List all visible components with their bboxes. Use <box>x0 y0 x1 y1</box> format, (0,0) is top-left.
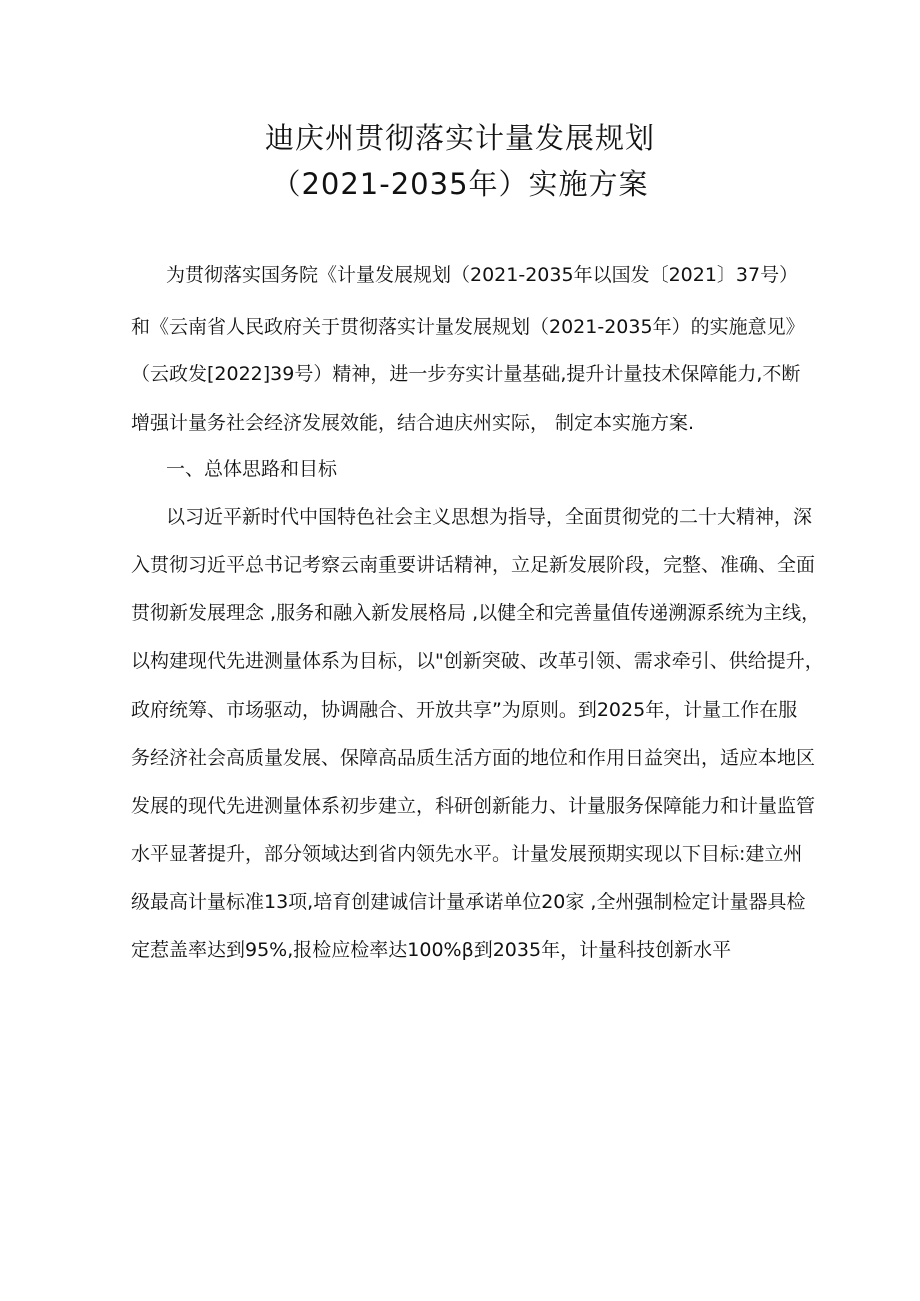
paragraph-2-line-10: 定惹盖率达到95%,报检应检率达100%β到2035年，计量科技创新水平 <box>131 939 732 961</box>
paragraph-2-line-4: 以构建现代先进测量体系为目标，以"创新突破、改革引领、需求牵引、供给提升， <box>131 650 824 672</box>
paragraph-1-line-4: 增强计量务社会经济发展效能，结合迪庆州实际， 制定本实施方案. <box>131 412 695 434</box>
paragraph-2-line-3: 贯彻新发展理念 ,服务和融入新发展格局 ,以健全和完善量值传递溯源系统为主线， <box>131 602 821 624</box>
paragraph-2-line-8: 水平显著提升，部分领域达到省内领先水平。计量发展预期实现以下目标:建立州 <box>131 843 803 865</box>
paragraph-2-line-7: 发展的现代先进测量体系初步建立，科研创新能力、计量服务保障能力和计量监管 <box>131 795 816 817</box>
document-subtitle: （2021-2035年）实施方案 <box>271 167 649 201</box>
section-heading: 一、总体思路和目标 <box>166 458 338 480</box>
paragraph-1-line-3: （云政发[2022]39号）精神，进一步夯实计量基础,提升计量技术保障能力,不断 <box>131 363 801 385</box>
paragraph-1-line-1: 为贯彻落实国务院《计量发展规划（2021-2035年以国发〔2021〕37号） <box>166 264 799 286</box>
paragraph-1-line-2: 和《云南省人民政府关于贯彻落实计量发展规划（2021-2035年）的实施意见》 <box>131 316 805 338</box>
paragraph-2-line-6: 务经济社会高质量发展、保障高品质生活方面的地位和作用日益突出，适应本地区 <box>131 747 816 769</box>
paragraph-2-line-9: 级最高计量标准13项,培育创建诚信计量承诺单位20家 ,全州强制检定计量器具检 <box>131 891 806 913</box>
paragraph-2-line-2: 入贯彻习近平总书记考察云南重要讲话精神，立足新发展阶段，完整、准确、全面 <box>131 554 816 576</box>
document-title: 迪庆州贯彻落实计量发展规划 <box>264 121 655 155</box>
paragraph-2-line-5: 政府统筹、市场驱动，协调融合、开放共享”为原则。到2025年，计量工作在服 <box>131 699 798 721</box>
paragraph-2-line-1: 以习近平新时代中国特色社会主义思想为指导，全面贯彻党的二十大精神，深 <box>166 506 813 528</box>
